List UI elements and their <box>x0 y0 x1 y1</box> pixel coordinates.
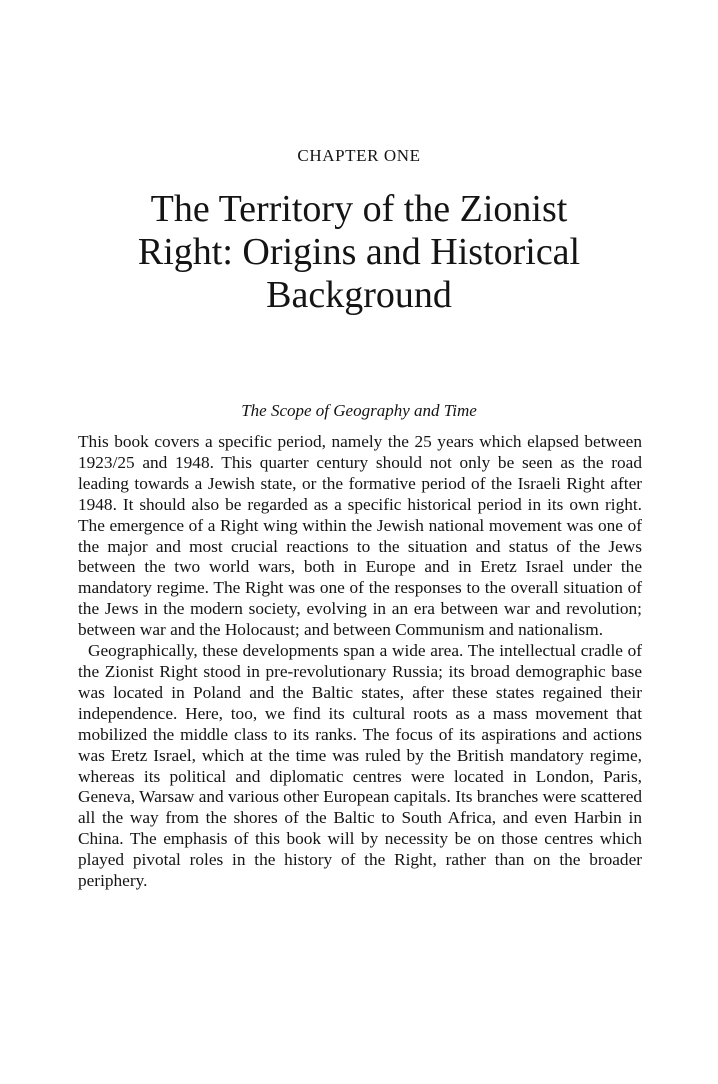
paragraph: This book covers a specific period, namely the 25 years which elapsed between 1923/25 and 1948. This quarter century should not only be seen as the road leading towards a Jewish state, or the formative period of the Israeli Right after 1948. It should also be regarded as a specific historical period in its own right. The emergence of a Right wing within the Jewish national movement was one of the major and most crucial reactions to the situation and status of the Jews between the two world wars, both in Europe and in Eretz Israel under the mandatory regime. The Right was one of the responses to the overall situation of the Jews in the modern society, evolving in an era between war and revolution; between war and the Holocaust; and between Communism and nationalism. <box>78 432 642 640</box>
section-heading: The Scope of Geography and Time <box>241 401 477 420</box>
chapter-title-line: Background <box>266 274 452 316</box>
chapter-title-line: The Territory of the Zionist <box>150 188 568 230</box>
chapter-title-line: Right: Origins and Historical <box>137 231 581 273</box>
body-text <box>78 432 642 892</box>
chapter-label: CHAPTER ONE <box>297 146 421 165</box>
paragraph: Geographically, these developments span a wide area. The intellectual cradle of the Zionist Right stood in pre-revolutionary Russia; its broad demographic base was located in Poland and the Baltic states, after these states regained their independence. Here, too, we find its cultural roots as a mass movement that mobilized the middle class to its ranks. The focus of its aspirations and actions was Eretz Israel, which at the time was ruled by the British mandatory regime, whereas its political and diplomatic centres were located in London, Paris, Geneva, Warsaw and various other European capitals. Its branches were scattered all the way from the shores of the Baltic to South Africa, and even Harbin in China. The emphasis of this book will by necessity be on those centres which played pivotal roles in the history of the Right, rather than on the broader periphery. <box>78 641 642 891</box>
chapter-title <box>0 188 718 317</box>
